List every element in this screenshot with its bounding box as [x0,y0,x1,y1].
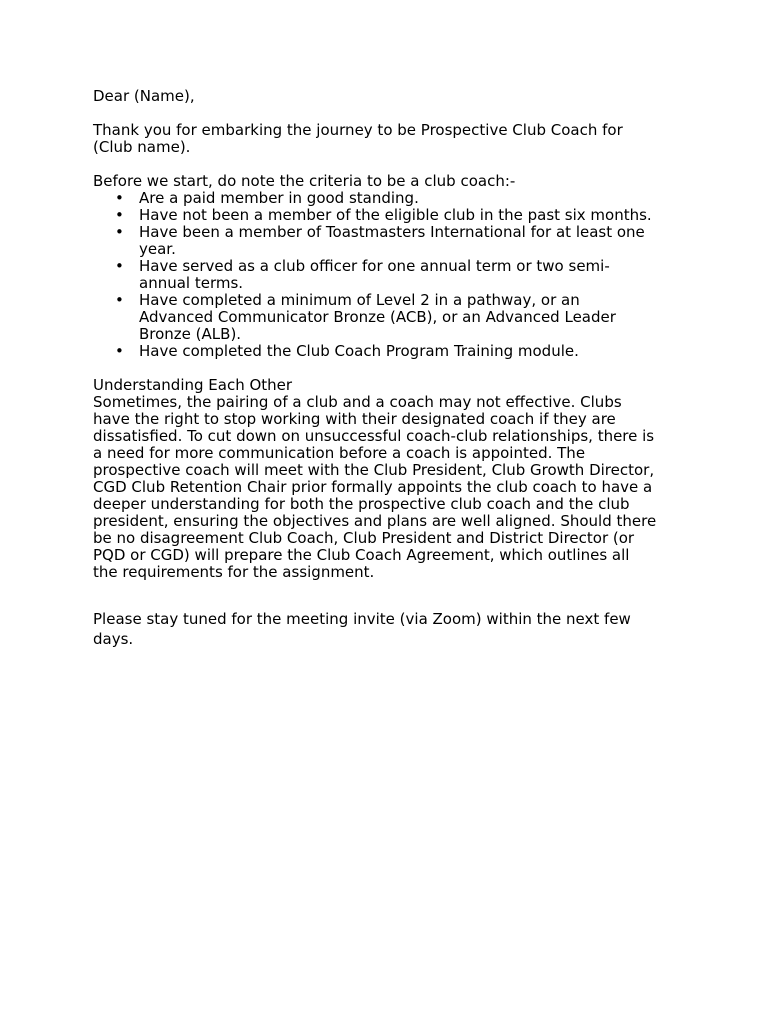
section-heading: Understanding Each Other [93,376,293,394]
bullet-icon: • [115,206,124,224]
list-item [115,223,693,258]
list-item-text: Are a paid member in good standing. [139,189,419,207]
list-item-text: Have completed a minimum of Level 2 in a pathway, or an Advanced Communicator Bronze (ACB), or an Advanced Leader Bronze (ALB). [139,291,616,343]
section-body: Sometimes, the pairing of a club and a coach may not effective. Clubs have the right to stop working with their designated coach if they are dissatisfied. To cut down on unsuccessful coach-club relationships, there is a need for more communication before a coach is appointed. The prospective coach will meet with the Club President, Club Growth Director, CGD Club Retention Chair prior formally appoints the club coach to have a deeper understanding for both the prospective club coach and the club president, ensuring the objectives and plans are well aligned. Should there be no disagreement Club Coach, Club President and District Director (or PQD or CGD) will prepare the Club Coach Agreement, which outlines all the requirements for the assignment. [93,393,657,581]
list-item [115,189,693,207]
intro-paragraph: Thank you for embarking the journey to be Prospective Club Coach for (Club name). [93,121,623,156]
bullet-icon: • [115,189,124,207]
bullet-icon: • [115,291,124,309]
list-item-text: Have completed the Club Coach Program Training module. [139,342,579,360]
letter-document [93,88,693,649]
criteria-list [93,190,693,360]
bullet-icon: • [115,257,124,275]
criteria-heading: Before we start, do note the criteria to be a club coach:- [93,172,516,190]
greeting: Dear (Name), [93,87,195,105]
list-item [115,206,693,224]
list-item [115,257,693,292]
list-item [115,342,693,360]
spacer [93,581,693,609]
list-item-text: Have served as a club officer for one annual term or two semi- annual terms. [139,257,610,292]
spacer [93,360,693,377]
list-item-text: Have not been a member of the eligible club in the past six months. [139,206,652,224]
bullet-icon: • [115,342,124,360]
list-item-text: Have been a member of Toastmasters International for at least one year. [139,223,645,258]
list-item [115,291,693,343]
bullet-icon: • [115,223,124,241]
closing-paragraph: Please stay tuned for the meeting invite (via Zoom) within the next few days. [93,610,631,648]
